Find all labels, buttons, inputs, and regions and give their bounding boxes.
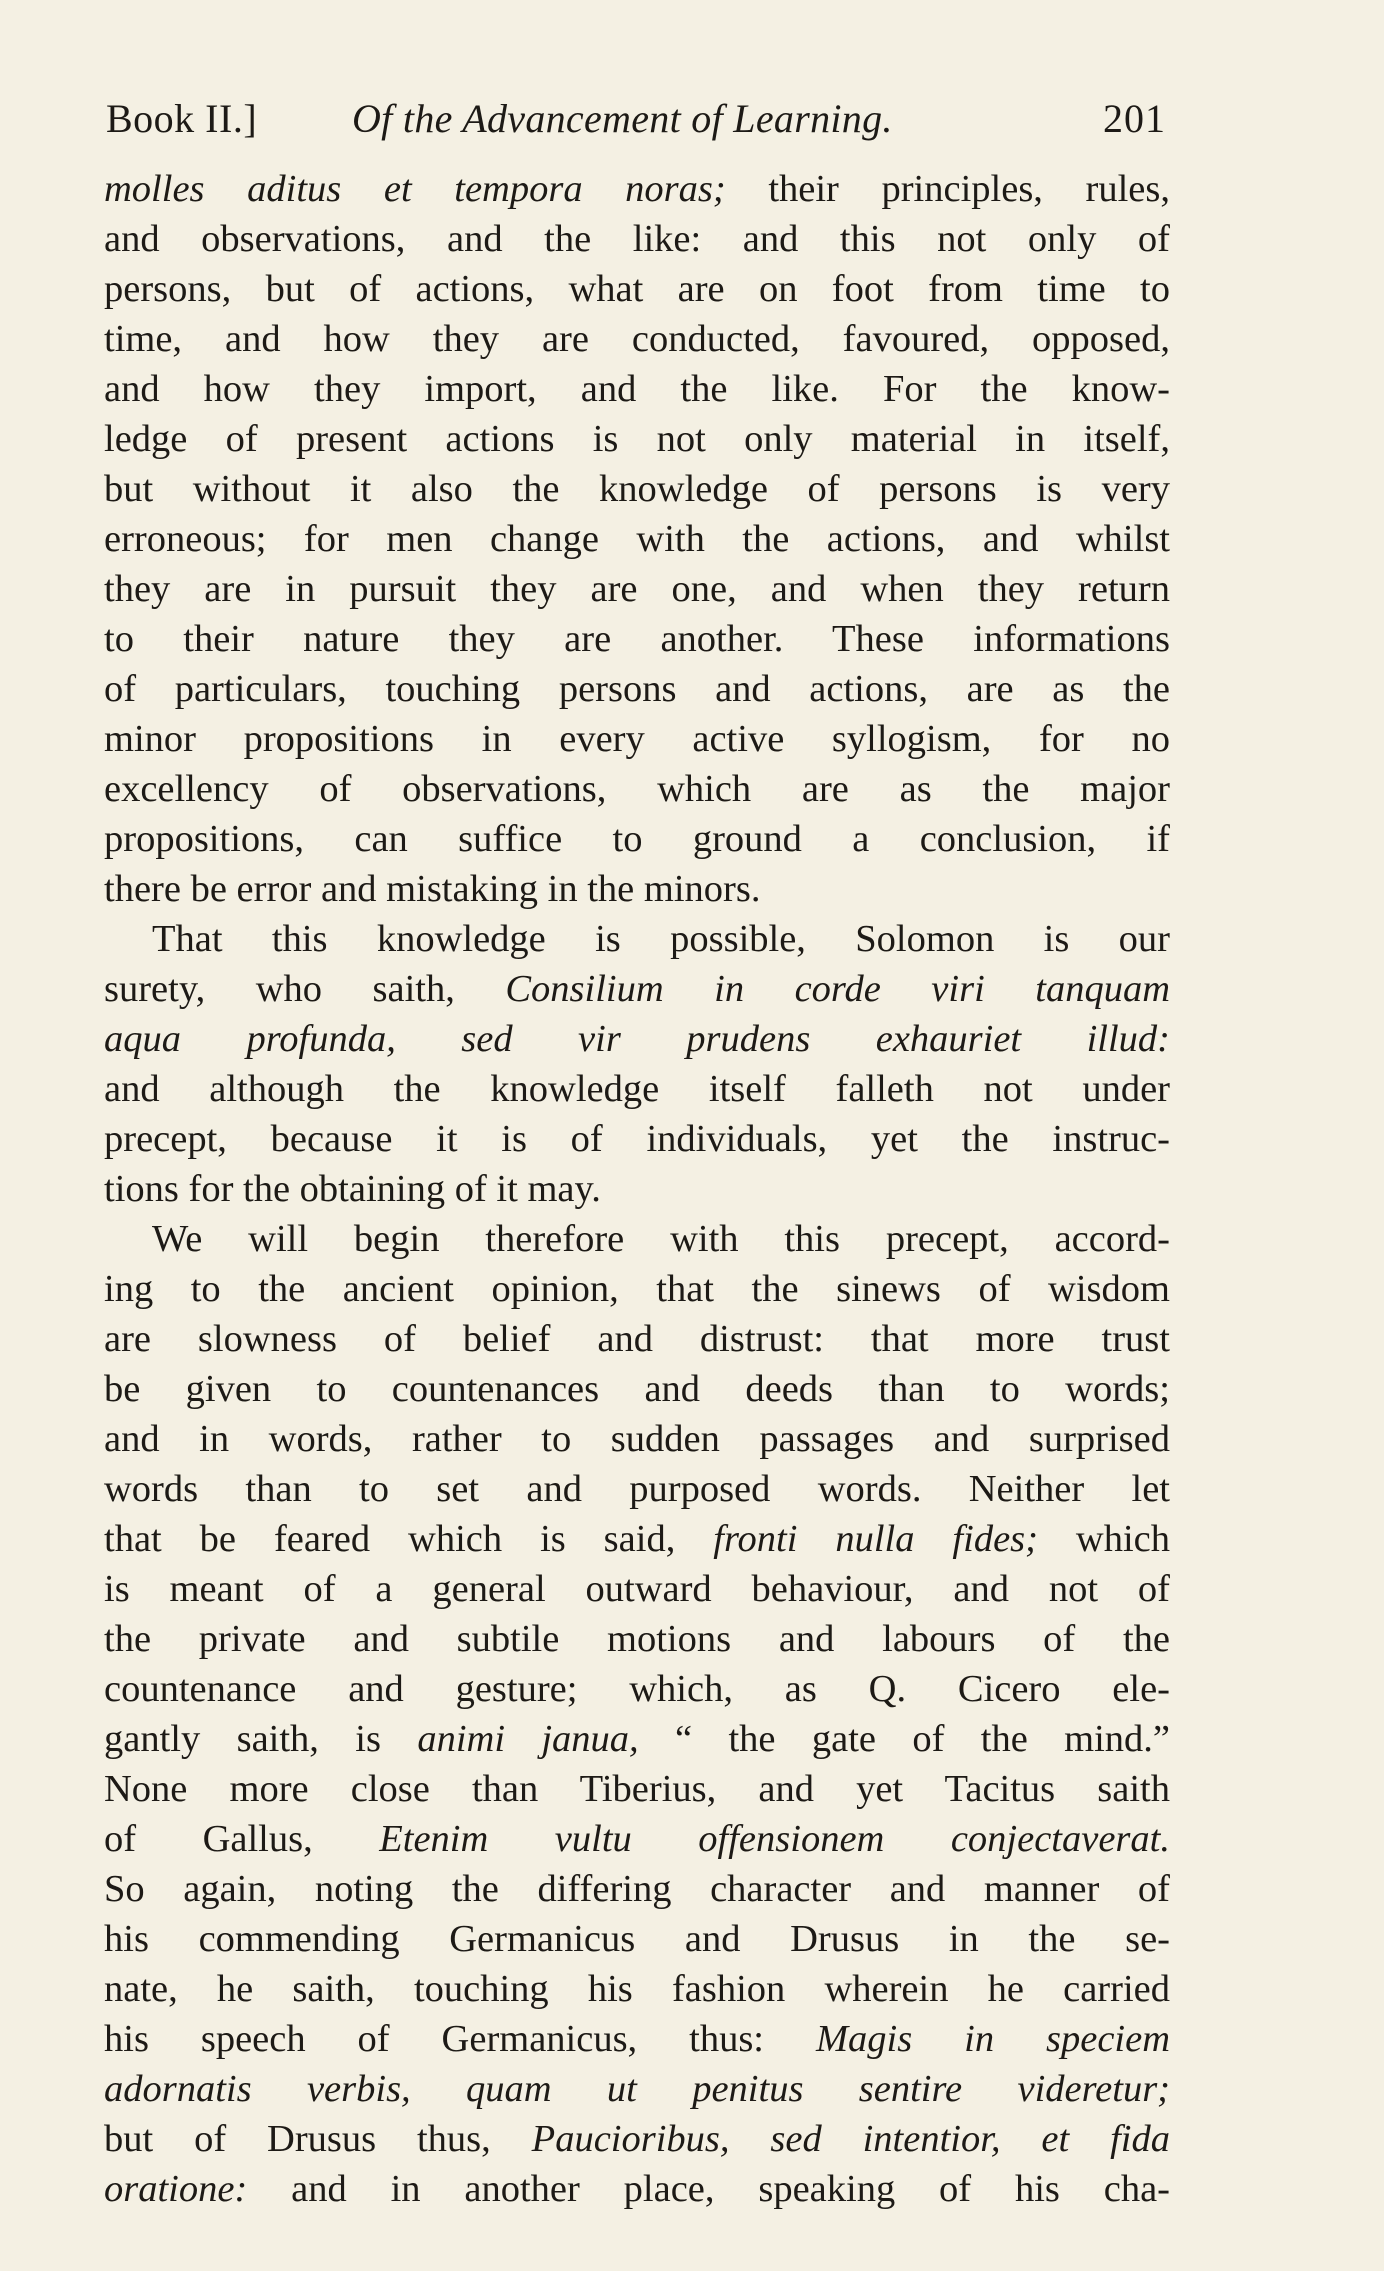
text-line	[104, 2014, 1170, 2064]
text-segment: surety, who saith,	[104, 968, 506, 1010]
text-segment: erroneous; for men change with the actions, and whilst	[104, 518, 1170, 560]
running-head-title: Of the Advancement of Learning.	[352, 96, 893, 141]
text-line	[104, 214, 1170, 264]
text-line	[104, 2064, 1170, 2114]
text-line	[104, 2164, 1170, 2214]
text-line	[104, 1414, 1170, 1464]
text-line	[104, 1114, 1170, 1164]
text-line	[104, 1264, 1170, 1314]
text-segment: their principles, rules,	[725, 168, 1170, 210]
text-segment: gantly saith, is	[104, 1718, 418, 1760]
text-segment: That this knowledge is possible, Solomon is our	[152, 918, 1170, 960]
text-segment: ing to the ancient opinion, that the sinews of wisdom	[104, 1268, 1170, 1310]
text-line	[104, 814, 1170, 864]
text-segment: tions for the obtaining of it may.	[104, 1168, 601, 1210]
text-segment: and in another place, speaking of his cha-	[247, 2168, 1170, 2210]
italic-latin-text: Paucioribus, sed intentior, et fida	[531, 2118, 1170, 2160]
italic-latin-text: Consilium in corde viri tanquam	[505, 968, 1170, 1010]
italic-latin-text: oratione:	[104, 2168, 248, 2210]
text-segment: time, and how they are conducted, favoured, opposed,	[104, 318, 1170, 360]
text-line	[104, 714, 1170, 764]
text-line	[104, 1364, 1170, 1414]
italic-latin-text: aqua profunda, sed vir prudens exhauriet illud:	[104, 1018, 1170, 1060]
text-segment: to their nature they are another. These informations	[104, 618, 1170, 660]
text-segment: and although the knowledge itself falleth not under	[104, 1068, 1170, 1110]
text-segment: ledge of present actions is not only material in itself,	[104, 418, 1170, 460]
text-segment: which	[1037, 1518, 1170, 1560]
text-line	[104, 314, 1170, 364]
text-segment: “ the gate of the mind.”	[638, 1718, 1170, 1760]
text-segment: None more close than Tiberius, and yet Tacitus saith	[104, 1768, 1170, 1810]
text-line	[104, 664, 1170, 714]
text-segment: they are in pursuit they are one, and when they return	[104, 568, 1170, 610]
text-line	[104, 1614, 1170, 1664]
text-line	[104, 514, 1170, 564]
text-segment: So again, noting the differing character and manner of	[104, 1868, 1170, 1910]
text-segment: and observations, and the like: and this not only of	[104, 218, 1170, 260]
text-segment: that be feared which is said,	[104, 1518, 714, 1560]
text-line	[104, 464, 1170, 514]
text-line	[104, 564, 1170, 614]
text-segment: his commending Germanicus and Drusus in the se-	[104, 1918, 1170, 1960]
text-line	[104, 1214, 1170, 1264]
text-line	[104, 864, 1170, 914]
text-line	[104, 764, 1170, 814]
running-head	[106, 88, 1166, 150]
text-segment: persons, but of actions, what are on foot from time to	[104, 268, 1170, 310]
text-line	[104, 964, 1170, 1014]
text-line	[104, 614, 1170, 664]
text-line	[104, 1064, 1170, 1114]
text-segment: propositions, can suffice to ground a conclusion, if	[104, 818, 1170, 860]
text-line	[104, 1464, 1170, 1514]
text-segment: is meant of a general outward behaviour, and not of	[104, 1568, 1170, 1610]
text-line	[104, 1964, 1170, 2014]
text-line	[104, 914, 1170, 964]
text-segment: but of Drusus thus,	[104, 2118, 532, 2160]
text-line	[104, 1914, 1170, 1964]
text-segment: there be error and mistaking in the minors.	[104, 868, 761, 910]
italic-latin-text: adornatis verbis, quam ut penitus sentire videretur;	[104, 2068, 1170, 2110]
text-segment: the private and subtile motions and labours of the	[104, 1618, 1170, 1660]
italic-latin-text: fronti nulla fides;	[713, 1518, 1038, 1560]
italic-latin-text: molles aditus et tempora noras;	[104, 168, 726, 210]
text-line	[104, 2114, 1170, 2164]
text-line	[104, 1714, 1170, 1764]
text-line	[104, 164, 1170, 214]
text-segment: of Gallus,	[104, 1818, 380, 1860]
text-line	[104, 414, 1170, 464]
text-segment: and how they import, and the like. For the know-	[104, 368, 1170, 410]
text-line	[104, 1864, 1170, 1914]
text-segment: words than to set and purposed words. Neither let	[104, 1468, 1170, 1510]
text-segment: be given to countenances and deeds than to words;	[104, 1368, 1170, 1410]
text-line	[104, 1764, 1170, 1814]
text-line	[104, 1164, 1170, 1214]
page-number: 201	[1103, 96, 1166, 141]
text-line	[104, 364, 1170, 414]
italic-latin-text: Etenim vultu offensionem conjectaverat.	[379, 1818, 1170, 1860]
text-line	[104, 1664, 1170, 1714]
text-segment: We will begin therefore with this precept, accord-	[152, 1218, 1170, 1260]
running-head-book: Book II.]	[106, 96, 258, 141]
text-line	[104, 264, 1170, 314]
text-segment: of particulars, touching persons and actions, are as the	[104, 668, 1170, 710]
text-segment: excellency of observations, which are as the major	[104, 768, 1170, 810]
italic-latin-text: animi janua,	[417, 1718, 639, 1760]
text-line	[104, 1014, 1170, 1064]
text-segment: countenance and gesture; which, as Q. Cicero ele-	[104, 1668, 1170, 1710]
text-segment: but without it also the knowledge of persons is very	[104, 468, 1170, 510]
text-line	[104, 1314, 1170, 1364]
text-segment: and in words, rather to sudden passages and surprised	[104, 1418, 1170, 1460]
text-segment: minor propositions in every active syllogism, for no	[104, 718, 1170, 760]
italic-latin-text: Magis in speciem	[815, 2018, 1170, 2060]
text-segment: precept, because it is of individuals, yet the instruc-	[104, 1118, 1170, 1160]
text-line	[104, 1814, 1170, 1864]
text-segment: are slowness of belief and distrust: that more trust	[104, 1318, 1170, 1360]
text-segment: his speech of Germanicus, thus:	[104, 2018, 816, 2060]
body-text	[104, 164, 1170, 2214]
text-line	[104, 1564, 1170, 1614]
text-line	[104, 1514, 1170, 1564]
text-segment: nate, he saith, touching his fashion wherein he carried	[104, 1968, 1170, 2010]
